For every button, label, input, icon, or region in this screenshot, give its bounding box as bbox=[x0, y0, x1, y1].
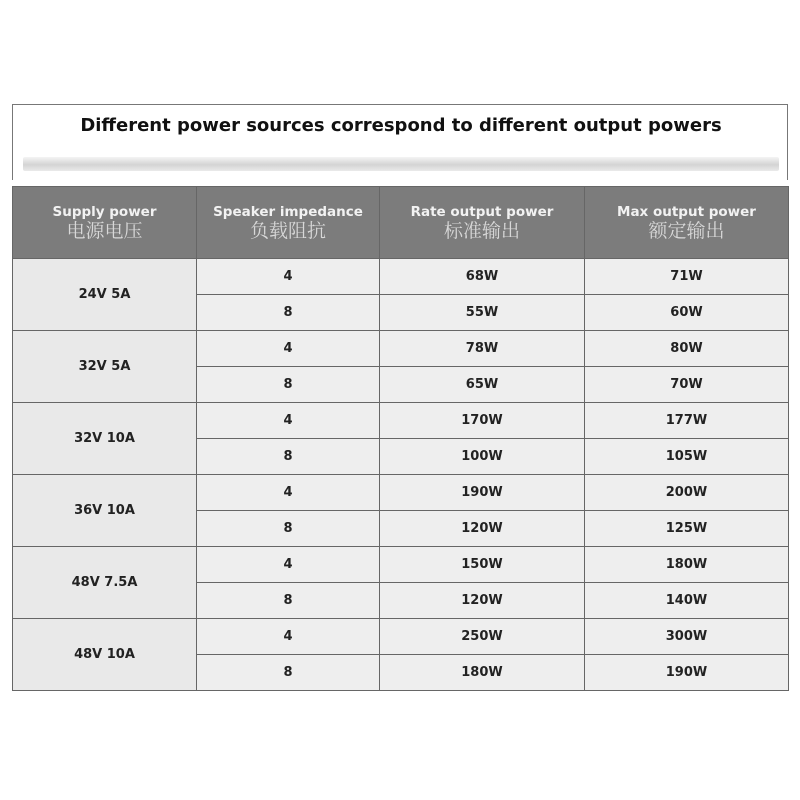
header-label-cn: 电源电压 bbox=[66, 219, 143, 242]
impedance-cell: 8 bbox=[197, 583, 380, 619]
header-label-en: Rate output power bbox=[410, 203, 554, 220]
impedance-cell: 4 bbox=[197, 331, 380, 367]
header-rate-output-power bbox=[380, 187, 585, 259]
impedance-cell: 8 bbox=[197, 655, 380, 691]
max-output-cell: 140W bbox=[585, 583, 789, 619]
header-label-en: Supply power bbox=[52, 203, 157, 220]
rate-output-cell: 170W bbox=[380, 403, 585, 439]
table-row bbox=[13, 259, 789, 295]
header-label-cn: 负载阻抗 bbox=[249, 219, 326, 242]
supply-power-cell: 32V 10A bbox=[13, 403, 197, 475]
max-output-cell: 60W bbox=[585, 295, 789, 331]
impedance-cell: 8 bbox=[197, 295, 380, 331]
table-row bbox=[13, 475, 789, 511]
impedance-cell: 8 bbox=[197, 439, 380, 475]
impedance-cell: 8 bbox=[197, 367, 380, 403]
header-speaker-impedance bbox=[197, 187, 380, 259]
title-panel bbox=[12, 104, 788, 180]
table-row bbox=[13, 331, 789, 367]
rate-output-cell: 68W bbox=[380, 259, 585, 295]
max-output-cell: 105W bbox=[585, 439, 789, 475]
table-title: Different power sources correspond to different output powers bbox=[80, 115, 722, 136]
supply-power-cell: 48V 10A bbox=[13, 619, 197, 691]
title-divider bbox=[23, 157, 779, 171]
max-output-cell: 300W bbox=[585, 619, 789, 655]
max-output-cell: 125W bbox=[585, 511, 789, 547]
max-output-cell: 70W bbox=[585, 367, 789, 403]
table-row bbox=[13, 547, 789, 583]
rate-output-cell: 120W bbox=[380, 583, 585, 619]
header-label-cn: 标准输出 bbox=[443, 219, 520, 242]
rate-output-cell: 65W bbox=[380, 367, 585, 403]
impedance-cell: 4 bbox=[197, 619, 380, 655]
max-output-cell: 200W bbox=[585, 475, 789, 511]
max-output-cell: 71W bbox=[585, 259, 789, 295]
power-spec-table bbox=[12, 186, 789, 691]
max-output-cell: 80W bbox=[585, 331, 789, 367]
supply-power-cell: 32V 5A bbox=[13, 331, 197, 403]
rate-output-cell: 120W bbox=[380, 511, 585, 547]
max-output-cell: 177W bbox=[585, 403, 789, 439]
impedance-cell: 4 bbox=[197, 475, 380, 511]
max-output-cell: 180W bbox=[585, 547, 789, 583]
rate-output-cell: 250W bbox=[380, 619, 585, 655]
supply-power-cell: 48V 7.5A bbox=[13, 547, 197, 619]
rate-output-cell: 180W bbox=[380, 655, 585, 691]
header-label-en: Max output power bbox=[617, 203, 756, 220]
header-label-cn: 额定输出 bbox=[648, 219, 725, 242]
header-max-output-power bbox=[585, 187, 789, 259]
rate-output-cell: 150W bbox=[380, 547, 585, 583]
rate-output-cell: 100W bbox=[380, 439, 585, 475]
impedance-cell: 4 bbox=[197, 259, 380, 295]
impedance-cell: 4 bbox=[197, 547, 380, 583]
rate-output-cell: 78W bbox=[380, 331, 585, 367]
impedance-cell: 4 bbox=[197, 403, 380, 439]
table-row bbox=[13, 619, 789, 655]
header-row bbox=[13, 187, 789, 259]
supply-power-cell: 24V 5A bbox=[13, 259, 197, 331]
rate-output-cell: 190W bbox=[380, 475, 585, 511]
impedance-cell: 8 bbox=[197, 511, 380, 547]
supply-power-cell: 36V 10A bbox=[13, 475, 197, 547]
rate-output-cell: 55W bbox=[380, 295, 585, 331]
table-row bbox=[13, 403, 789, 439]
header-supply-power bbox=[13, 187, 197, 259]
header-label-en: Speaker impedance bbox=[213, 203, 363, 220]
max-output-cell: 190W bbox=[585, 655, 789, 691]
